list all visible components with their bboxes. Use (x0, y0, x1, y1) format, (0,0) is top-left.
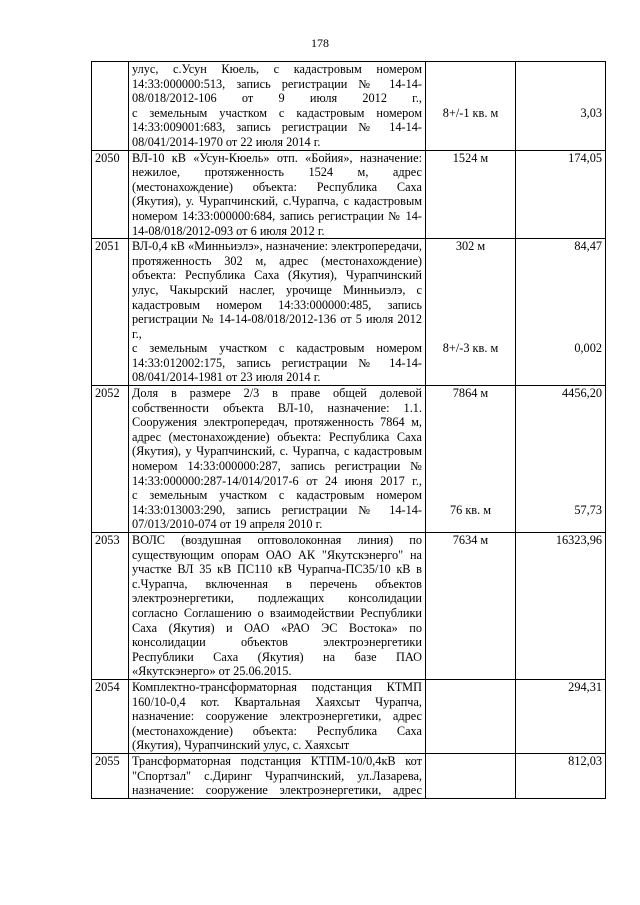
value-main: 84,47 (574, 239, 602, 254)
value-land: 3,03 (580, 105, 602, 120)
table-row (92, 753, 606, 798)
object-quantity (426, 150, 516, 239)
description-paragraph: с земельным участком с кадастровым номером 14:33:012002:175, запись регистрации № 14-14-08/041/2014-1981 от 23 июля 2014 г. (132, 341, 422, 385)
quantity-main: 1524 м (452, 150, 489, 165)
value-main: 4456,20 (562, 386, 602, 401)
object-description (129, 533, 426, 680)
description-paragraph: с земельным участком с кадастровым номером 14:33:009001:683, запись регистрации № 14-14-08/041/2014-1970 от 22 июля 2014 г. (132, 105, 422, 149)
object-quantity (426, 62, 516, 151)
table-row (92, 533, 606, 680)
object-quantity (426, 753, 516, 798)
object-description (129, 679, 426, 753)
row-number: 2055 (92, 753, 129, 798)
table-row (92, 679, 606, 753)
object-quantity (426, 386, 516, 533)
row-number: 2051 (92, 239, 129, 386)
row-number: 2054 (92, 679, 129, 753)
table-row (92, 239, 606, 386)
object-quantity (426, 533, 516, 680)
quantity-main: 302 м (455, 239, 486, 254)
value-main: 294,31 (568, 679, 602, 694)
object-quantity (426, 239, 516, 386)
description-paragraph: ВЛ-0,4 кВ «Минньиэлэ», назначение: электропередачи, протяженность 302 м, адрес (местонахождение) объекта: Республика Саха (Якутия), Чурапчинский улус, Чакырский наслег, урочище Минньиэлэ, с кадастровым номером 14:33:000000:485, запись регистрации № 14-14-08/018/2012-136 от 5 июля 2012 г., (132, 239, 422, 341)
table-row (92, 386, 606, 533)
object-value (516, 150, 606, 239)
quantity-land: 8+/-1 кв. м (442, 105, 499, 120)
row-number (92, 62, 129, 151)
row-number: 2053 (92, 533, 129, 680)
object-description (129, 62, 426, 151)
description-paragraph: ВОЛС (воздушная оптоволоконная линия) по существующим опорам ОАО АК "Якутскэнерго" на участке ВЛ 35 кВ ПС110 кВ Чурапча-ПС35/10 кВ в с.Чурапча, включенная в перечень объектов электроэнергетики, подлежащих консолидации согласно Соглашению о взаимодействии Республики Саха (Якутия) и ОАО «РАО ЭС Востока» по консолидации объектов электроэнергетики Республики Саха (Якутия) на базе ПАО «Якутскэнерго» от 25.06.2015. (132, 533, 422, 679)
value-land: 57,73 (574, 502, 602, 517)
description-paragraph: Комплектно-трансформаторная подстанция КТМП 160/10-0,4 кот. Квартальная Хаяхсыт Чурапча, назначение: сооружение электроэнергетики, адрес (местонахождение) объекта: Республика Саха (Якутия), Чурапчинский улус, с. Хаяхсыт (132, 679, 422, 753)
description-paragraph: ВЛ-10 кВ «Усун-Кюель» отп. «Бойия», назначение: нежилое, протяженность 1524 м, адрес (местонахождение) объекта: Республика Саха (Якутия), у. Чурапчинский, с.Чурапча, с кадастровым номером 14:33:000000:684, запись регистрации № 14-14-08/018/2012-093 от 6 июля 2012 г. (132, 150, 422, 238)
object-description (129, 386, 426, 533)
value-main: 174,05 (568, 150, 602, 165)
object-value (516, 239, 606, 386)
table-row (92, 150, 606, 239)
table-row (92, 62, 606, 151)
object-value (516, 62, 606, 151)
description-paragraph: с земельным участком с кадастровым номером 14:33:013003:290, запись регистрации № 14-14-07/013/2010-074 от 19 апреля 2010 г. (132, 488, 422, 532)
quantity-main: 7634 м (452, 533, 489, 547)
quantity-land: 76 кв. м (449, 502, 492, 517)
object-value (516, 753, 606, 798)
description-paragraph: Трансформаторная подстанция КТПМ-10/0,4кВ кот "Спортзал" с.Диринг Чурапчинский, ул.Лазарева, назначение: сооружение электроэнергетики, адрес (132, 753, 422, 798)
description-paragraph: улус, с.Усун Кюель, с кадастровым номером 14:33:000000:513, запись регистрации № 14-14-08/018/2012-106 от 9 июля 2012 г., (132, 62, 422, 106)
value-main: 812,03 (568, 753, 602, 768)
quantity-main: 7864 м (452, 386, 489, 401)
object-value (516, 386, 606, 533)
object-description (129, 150, 426, 239)
object-description (129, 239, 426, 386)
value-land: 0,002 (574, 341, 602, 356)
description-paragraph: Доля в размере 2/3 в праве общей долевой собственности объекта ВЛ-10, назначение: 1.1. Сооружения электропередач, протяженность 7864 м, адрес (местонахождение) объекта: Республика Саха (Якутия), у Чурапчинский, с. Чурапча, с кадастровым номером 14:33:000000:287, запись регистрации № 14:33:000000:287-14/014/2017-6 от 24 июня 2017 г., (132, 386, 422, 488)
object-value (516, 533, 606, 680)
row-number: 2052 (92, 386, 129, 533)
quantity-land: 8+/-3 кв. м (442, 341, 499, 356)
object-quantity (426, 679, 516, 753)
object-value (516, 679, 606, 753)
property-register-table (91, 61, 606, 799)
row-number: 2050 (92, 150, 129, 239)
value-main: 16323,96 (555, 533, 602, 547)
object-description (129, 753, 426, 798)
page-number: 178 (311, 36, 329, 50)
